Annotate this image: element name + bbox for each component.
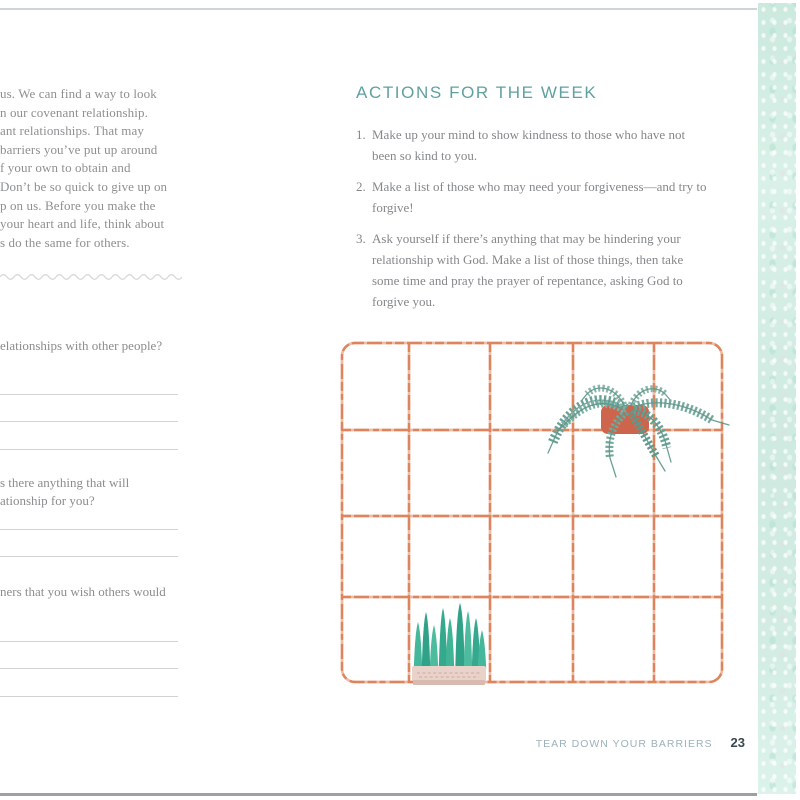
paragraph-line: s do the same for others.	[0, 234, 130, 250]
action-item	[355, 176, 723, 218]
journal-question: ationship for you?	[0, 493, 95, 508]
action-line: forgive you.	[372, 294, 436, 309]
page-footer	[536, 735, 745, 750]
page-number: 23	[730, 735, 745, 750]
action-line: been so kind to you.	[372, 148, 478, 163]
left-page-column	[0, 0, 220, 800]
hanging-fern-illustration	[548, 388, 729, 477]
answer-line	[0, 421, 178, 422]
answer-line	[0, 556, 178, 557]
paragraph-line: p on us. Before you make the	[0, 197, 156, 213]
answer-line	[0, 696, 178, 697]
action-line: some time and pray the prayer of repentance, asking God to	[372, 273, 683, 288]
paragraph-line: your heart and life, think about	[0, 216, 165, 232]
actions-list	[355, 124, 723, 322]
list-number: 2.	[356, 179, 366, 194]
paragraph-line: barriers you’ve put up around	[0, 141, 158, 157]
action-line: relationship with God. Make a list of those things, then take	[372, 252, 684, 267]
action-line: Make a list of those who may need your forgiveness—and try to	[372, 179, 707, 194]
action-item	[355, 124, 723, 166]
body-paragraph	[0, 85, 210, 252]
weekly-grid-illustration	[335, 336, 775, 696]
section-heading: ACTIONS FOR THE WEEK	[356, 83, 598, 102]
answer-line	[0, 529, 178, 530]
snake-plant-illustration	[412, 603, 486, 685]
journal-question: elationships with other people?	[0, 338, 163, 353]
paragraph-line: n our covenant relationship.	[0, 104, 148, 120]
answer-line	[0, 449, 178, 450]
paragraph-line: us. We can find a way to look	[0, 86, 157, 101]
paragraph-line: ant relationships. That may	[0, 123, 144, 139]
chapter-title: TEAR DOWN YOUR BARRIERS	[535, 738, 713, 750]
answer-line	[0, 394, 178, 395]
wavy-divider-icon	[0, 272, 182, 282]
journal-question: s there anything that will	[0, 475, 130, 490]
action-line: Make up your mind to show kindness to those who have not	[372, 127, 686, 142]
action-line: forgive!	[372, 200, 414, 215]
paragraph-line: Don’t be so quick to give up on	[0, 178, 168, 194]
list-number: 1.	[356, 127, 366, 142]
list-number: 3.	[356, 231, 366, 246]
action-line: Ask yourself if there’s anything that may be hindering your	[372, 231, 681, 246]
answer-line	[0, 668, 178, 669]
action-item	[355, 228, 723, 312]
journal-question: ners that you wish others would	[0, 584, 166, 599]
answer-line	[0, 641, 178, 642]
paragraph-line: f your own to obtain and	[0, 160, 131, 176]
